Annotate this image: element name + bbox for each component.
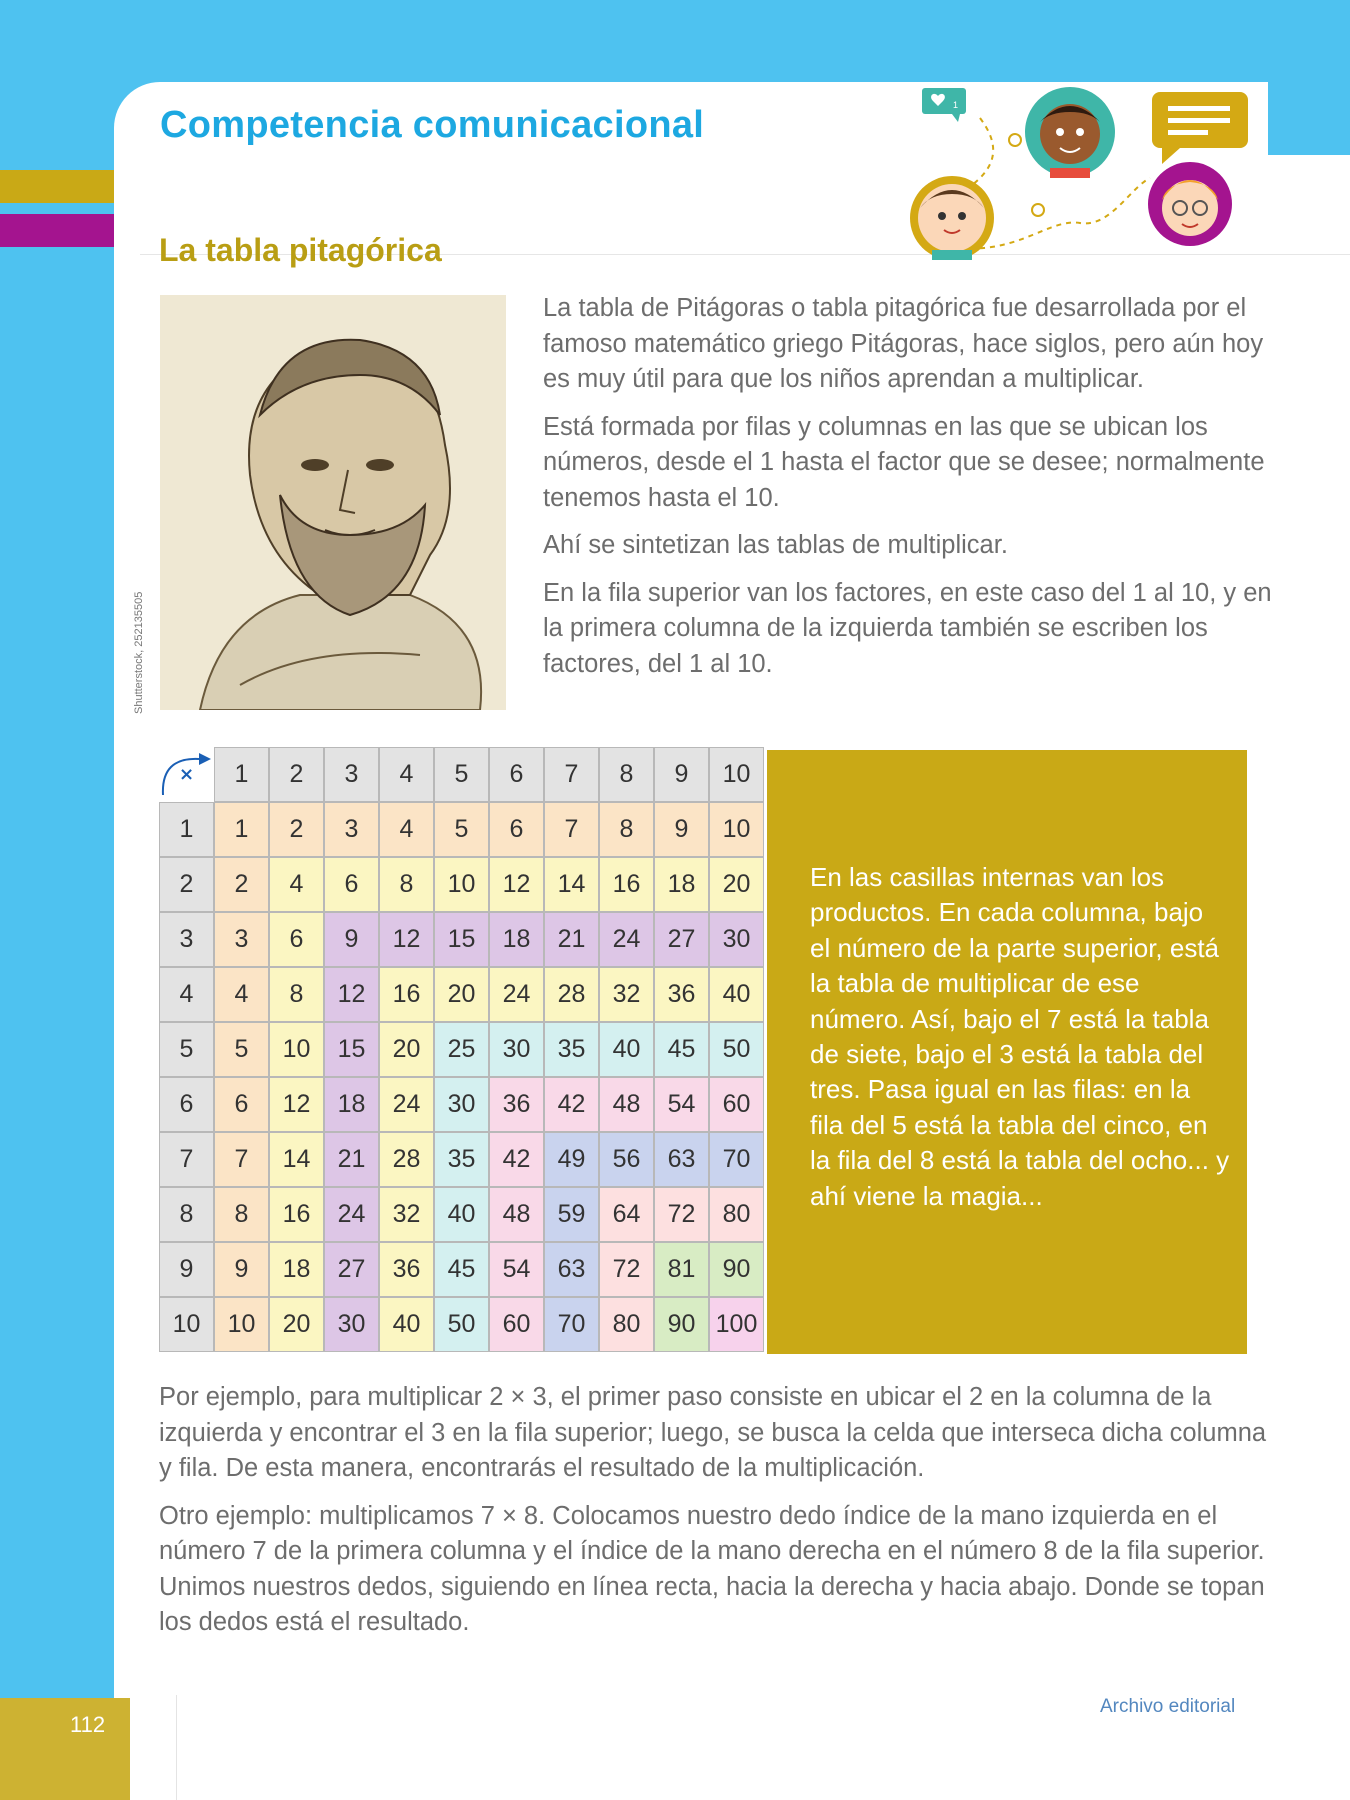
table-product-cell: 2 <box>269 802 324 857</box>
table-product-cell: 10 <box>709 802 764 857</box>
left-color-band <box>0 0 114 1800</box>
table-product-cell: 24 <box>379 1077 434 1132</box>
table-header-cell: 4 <box>379 747 434 802</box>
table-product-cell: 50 <box>709 1022 764 1077</box>
table-product-cell: 36 <box>489 1077 544 1132</box>
table-product-cell: 50 <box>434 1297 489 1352</box>
table-product-cell: 15 <box>434 912 489 967</box>
table-product-cell: 10 <box>434 857 489 912</box>
table-product-cell: 8 <box>269 967 324 1022</box>
intro-paragraph: La tabla de Pitágoras o tabla pitagórica fue desarrollada por el famoso matemático griego Pitágoras, hace siglos, pero aún hoy es muy útil para que los niños aprendan a multiplicar. <box>543 294 1264 393</box>
table-product-cell: 54 <box>654 1077 709 1132</box>
table-product-cell: 42 <box>544 1077 599 1132</box>
table-product-cell: 90 <box>709 1242 764 1297</box>
table-product-cell: 25 <box>434 1022 489 1077</box>
table-product-cell: 4 <box>269 857 324 912</box>
table-product-cell: 27 <box>654 912 709 967</box>
table-product-cell: 8 <box>599 802 654 857</box>
table-product-cell: 90 <box>654 1297 709 1352</box>
table-product-cell: 28 <box>544 967 599 1022</box>
table-product-cell: 70 <box>709 1132 764 1187</box>
table-product-cell: 12 <box>269 1077 324 1132</box>
example-paragraph: Por ejemplo, para multiplicar 2 × 3, el primer paso consiste en ubicar el 2 en la columna de la izquierda y encontrar el 3 en la fila superior; luego, se busca la celda que interseca dicha columna y fila. De esta manera, encontrarás el resultado de la multiplicación. <box>159 1383 1267 1482</box>
table-header-cell: 6 <box>489 747 544 802</box>
chat-bubble-icon <box>1152 92 1248 164</box>
table-product-cell: 12 <box>379 912 434 967</box>
table-header-cell: 8 <box>599 747 654 802</box>
pythagoras-portrait <box>160 295 506 710</box>
table-product-cell: 14 <box>544 857 599 912</box>
photo-credit: Shutterstock, 252135505 <box>133 591 145 714</box>
table-product-cell: 49 <box>544 1132 599 1187</box>
example-paragraph: Otro ejemplo: multiplicamos 7 × 8. Colocamos nuestro dedo índice de la mano izquierda en el número 7 de la primera columna y el índice de la mano derecha en el número 8 de la fila superior. Unimos nuestros dedos, siguiendo en línea recta, hacia la derecha y hacia abajo. Donde se topan los dedos está el resultado. <box>159 1501 1265 1636</box>
table-product-cell: 100 <box>709 1297 764 1352</box>
table-product-cell: 81 <box>654 1242 709 1297</box>
table-product-cell: 15 <box>324 1022 379 1077</box>
table-product-cell: 40 <box>379 1297 434 1352</box>
table-product-cell: 36 <box>379 1242 434 1297</box>
table-product-cell: 6 <box>324 857 379 912</box>
table-product-cell: 45 <box>434 1242 489 1297</box>
table-product-cell: 8 <box>379 857 434 912</box>
page-number-tab <box>0 1698 130 1800</box>
page-subtitle: La tabla pitagórica <box>159 232 442 268</box>
table-product-cell: 16 <box>379 967 434 1022</box>
table-product-cell: 28 <box>379 1132 434 1187</box>
intro-paragraph: En la fila superior van los factores, en este caso del 1 al 10, y en la primera columna de la izquierda también se escriben los factores, del 1 al 10. <box>543 578 1272 678</box>
multiply-corner-symbol: × <box>178 764 195 785</box>
table-product-cell: 60 <box>489 1297 544 1352</box>
table-product-cell: 18 <box>269 1242 324 1297</box>
table-product-cell: 9 <box>214 1242 269 1297</box>
table-row-header-cell: 6 <box>159 1077 214 1132</box>
table-product-cell: 20 <box>379 1022 434 1077</box>
table-product-cell: 8 <box>214 1187 269 1242</box>
table-product-cell: 27 <box>324 1242 379 1297</box>
table-product-cell: 40 <box>599 1022 654 1077</box>
table-header-cell: 3 <box>324 747 379 802</box>
table-product-cell: 48 <box>599 1077 654 1132</box>
table-header-cell: 10 <box>709 747 764 802</box>
purple-stripe <box>0 214 114 247</box>
table-product-cell: 6 <box>489 802 544 857</box>
examples-text <box>159 1380 1279 1653</box>
table-product-cell: 20 <box>269 1297 324 1352</box>
intro-paragraph: Está formada por filas y columnas en las que se ubican los números, desde el 1 hasta el factor que se desee; normalmente tenemos hasta el 10. <box>543 412 1265 512</box>
table-product-cell: 20 <box>434 967 489 1022</box>
table-product-cell: 14 <box>269 1132 324 1187</box>
table-product-cell: 54 <box>489 1242 544 1297</box>
table-product-cell: 64 <box>599 1187 654 1242</box>
table-header-cell: 7 <box>544 747 599 802</box>
intro-text <box>543 291 1273 694</box>
table-product-cell: 63 <box>544 1242 599 1297</box>
gold-stripe <box>0 170 114 203</box>
table-product-cell: 6 <box>214 1077 269 1132</box>
table-row-header-cell: 1 <box>159 802 214 857</box>
source-credit: Archivo editorial <box>1100 1696 1236 1717</box>
table-product-cell: 36 <box>654 967 709 1022</box>
table-product-cell: 24 <box>489 967 544 1022</box>
table-row-header-cell: 10 <box>159 1297 214 1352</box>
table-product-cell: 32 <box>379 1187 434 1242</box>
table-product-cell: 48 <box>489 1187 544 1242</box>
explanation-text: En las casillas internas van los productos. En cada columna, bajo el número de la parte superior, está la tabla de multiplicar de ese número. Así, bajo el 7 está la tabla de siete, bajo el 3 está la tabla del tres. Pasa igual en las filas: en la fila del 5 está la tabla del cinco, en la fila del 8 está la tabla del ocho... y ahí viene la magia... <box>810 862 1230 1211</box>
table-product-cell: 24 <box>599 912 654 967</box>
boy-avatar-icon <box>1025 87 1115 178</box>
table-product-cell: 35 <box>544 1022 599 1077</box>
table-product-cell: 5 <box>434 802 489 857</box>
table-product-cell: 16 <box>599 857 654 912</box>
table-product-cell: 4 <box>379 802 434 857</box>
table-product-cell: 30 <box>709 912 764 967</box>
table-product-cell: 6 <box>269 912 324 967</box>
table-product-cell: 18 <box>489 912 544 967</box>
table-header-cell: 2 <box>269 747 324 802</box>
right-color-band <box>1268 82 1350 155</box>
table-product-cell: 3 <box>324 802 379 857</box>
table-product-cell: 80 <box>709 1187 764 1242</box>
table-product-cell: 63 <box>654 1132 709 1187</box>
table-product-cell: 7 <box>544 802 599 857</box>
boy2-avatar-icon <box>910 176 994 260</box>
table-product-cell: 40 <box>709 967 764 1022</box>
table-product-cell: 20 <box>709 857 764 912</box>
table-product-cell: 21 <box>324 1132 379 1187</box>
table-product-cell: 16 <box>269 1187 324 1242</box>
table-product-cell: 10 <box>269 1022 324 1077</box>
table-row-header-cell: 3 <box>159 912 214 967</box>
table-product-cell: 2 <box>214 857 269 912</box>
table-product-cell: 30 <box>489 1022 544 1077</box>
table-header-cell: 1 <box>214 747 269 802</box>
table-product-cell: 12 <box>489 857 544 912</box>
table-row-header-cell: 5 <box>159 1022 214 1077</box>
table-product-cell: 72 <box>654 1187 709 1242</box>
table-product-cell: 4 <box>214 967 269 1022</box>
like-count: 1 <box>953 100 959 110</box>
table-product-cell: 70 <box>544 1297 599 1352</box>
table-header-cell: 9 <box>654 747 709 802</box>
table-product-cell: 24 <box>324 1187 379 1242</box>
pythagorean-table <box>159 747 765 1353</box>
table-product-cell: 32 <box>599 967 654 1022</box>
table-product-cell: 18 <box>654 857 709 912</box>
intro-paragraph: Ahí se sintetizan las tablas de multiplicar. <box>543 531 1008 559</box>
table-product-cell: 9 <box>654 802 709 857</box>
table-product-cell: 72 <box>599 1242 654 1297</box>
table-product-cell: 10 <box>214 1297 269 1352</box>
table-product-cell: 40 <box>434 1187 489 1242</box>
girl-avatar-icon <box>1148 162 1232 246</box>
highlighted-product-cell: 56 <box>599 1132 654 1187</box>
table-product-cell: 80 <box>599 1297 654 1352</box>
table-product-cell: 9 <box>324 912 379 967</box>
table-product-cell: 42 <box>489 1132 544 1187</box>
table-product-cell: 18 <box>324 1077 379 1132</box>
pythagoras-engraving <box>160 295 506 710</box>
table-row-header-cell: 8 <box>159 1187 214 1242</box>
table-row-header-cell: 4 <box>159 967 214 1022</box>
table-product-cell: 59 <box>544 1187 599 1242</box>
table-row-header-cell: 7 <box>159 1132 214 1187</box>
kids-chat-illustration <box>880 78 1260 263</box>
table-product-cell: 3 <box>214 912 269 967</box>
table-row-header-cell: 2 <box>159 857 214 912</box>
table-product-cell: 5 <box>214 1022 269 1077</box>
table-header-cell: 5 <box>434 747 489 802</box>
table-product-cell: 7 <box>214 1132 269 1187</box>
table-product-cell: 60 <box>709 1077 764 1132</box>
table-product-cell: 30 <box>324 1297 379 1352</box>
footer-divider <box>176 1695 177 1800</box>
table-product-cell: 21 <box>544 912 599 967</box>
table-product-cell: 12 <box>324 967 379 1022</box>
table-row-header-cell: 9 <box>159 1242 214 1297</box>
table-product-cell: 45 <box>654 1022 709 1077</box>
table-product-cell: 35 <box>434 1132 489 1187</box>
section-title: Competencia comunicacional <box>160 104 705 146</box>
like-bubble-icon <box>922 88 966 122</box>
table-product-cell: 30 <box>434 1077 489 1132</box>
table-product-cell: 1 <box>214 802 269 857</box>
page-number: 112 <box>70 1712 106 1737</box>
